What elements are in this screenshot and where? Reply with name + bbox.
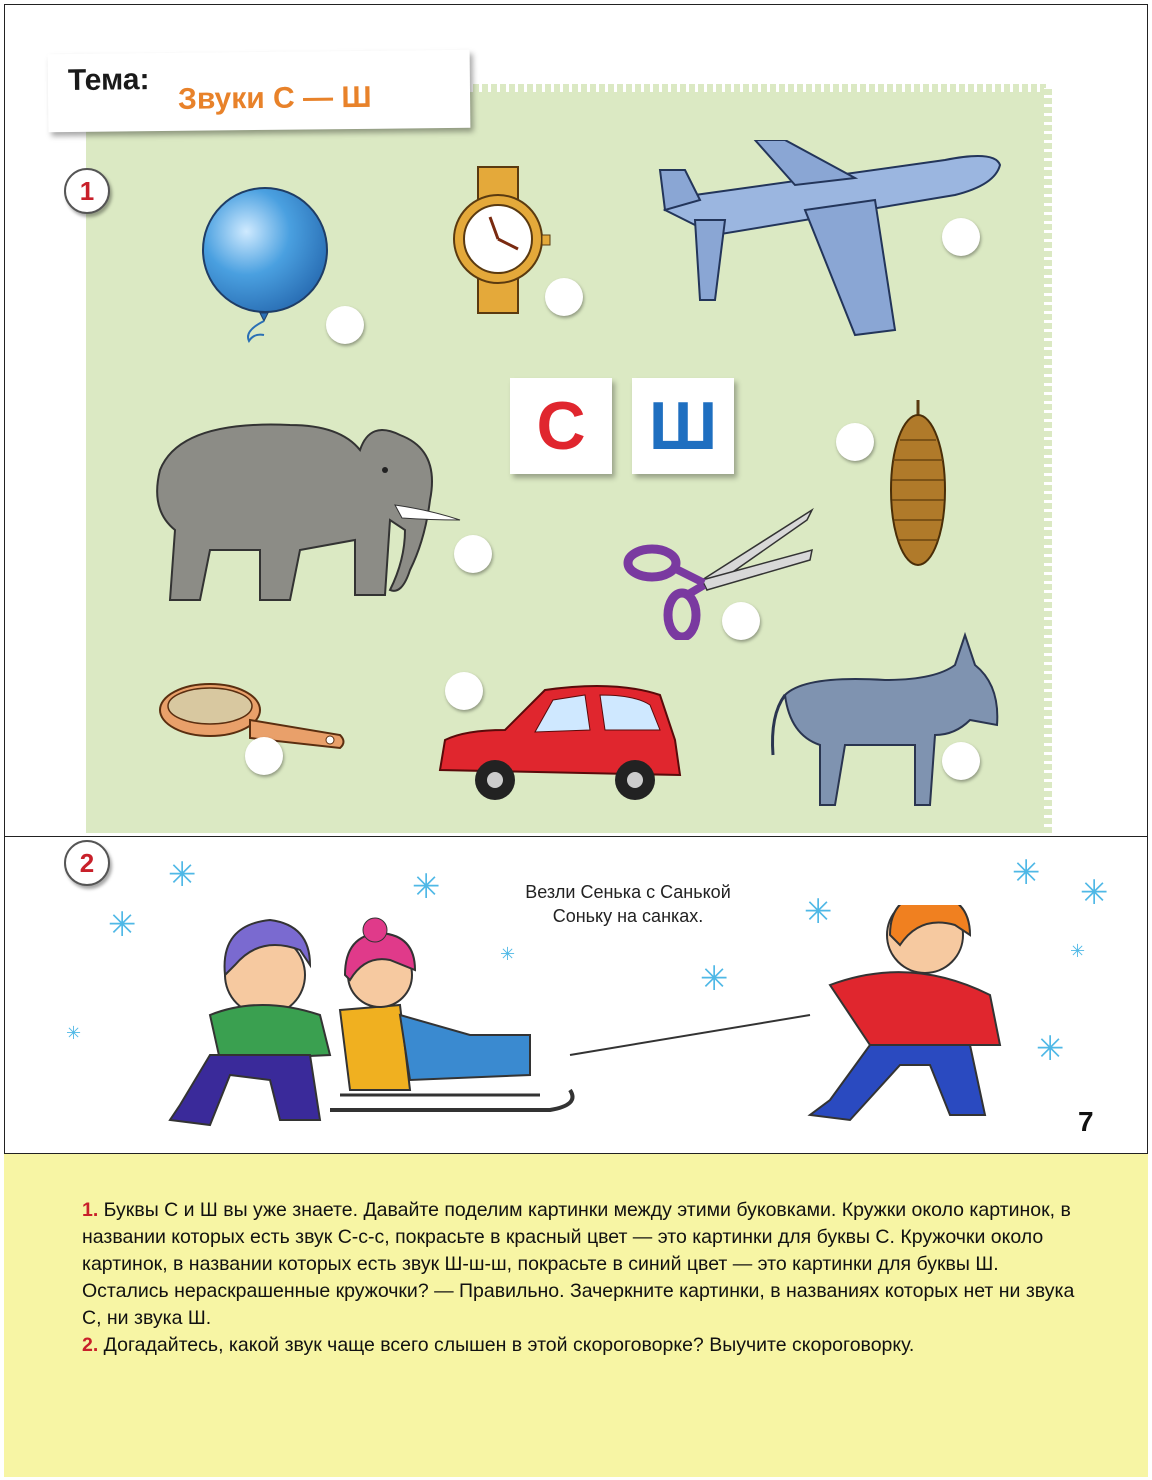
tongue-twister-line2: Соньку на санках. — [552, 906, 704, 926]
snowflake-icon: ✳ — [412, 868, 441, 906]
letter-sh: Ш — [648, 388, 718, 464]
instruction1-text: Буквы С и Ш вы уже знаете. Давайте поделим картинки между этими буковками. Кружки около картинок, в названии которых есть звук С-с-с, покрасьте в красный цвет — это картинки для буквы С. Кружочки около картинок, в названии которых есть звук Ш-ш-ш, покрасьте в синий цвет — это картинки для буквы Ш. Остались нераскрашенные кружочки? — Правильно. Зачеркните картинки, в названиях которых нет ни звука С, ни звука Ш. — [82, 1199, 1075, 1329]
answer-circle-balloon[interactable] — [326, 306, 364, 344]
answer-circle-watch[interactable] — [545, 278, 583, 316]
snowflake-icon: ✳ — [1036, 1030, 1065, 1068]
instruction2-number: 2. — [82, 1334, 99, 1356]
snowflake-icon: ✳ — [1070, 941, 1086, 961]
snowflake-icon: ✳ — [108, 906, 137, 944]
snowflake-icon: ✳ — [804, 893, 833, 931]
snowflake-icon: ✳ — [1080, 874, 1109, 912]
answer-circle-airplane[interactable] — [942, 218, 980, 256]
task2-number: 2 — [64, 840, 110, 886]
answer-circle-hairbrush[interactable] — [245, 737, 283, 775]
letter-s: С — [536, 388, 586, 464]
snowflake-icon: ✳ — [168, 856, 197, 894]
letter-card-s — [510, 378, 612, 474]
letter-card-sh — [632, 378, 734, 474]
donkey-icon — [765, 625, 1005, 810]
instructions-text — [82, 1197, 1082, 1359]
task1-number: 1 — [64, 168, 110, 214]
instruction1-number: 1. — [82, 1199, 99, 1221]
snowflake-icon: ✳ — [1012, 854, 1041, 892]
children-with-sled-icon — [110, 905, 1030, 1145]
snowflake-icon: ✳ — [66, 1023, 82, 1043]
topic-card — [48, 50, 471, 132]
instruction2-text: Догадайтесь, какой звук чаще всего слышен в этой скороговорке? Выучите скороговорку. — [98, 1334, 915, 1356]
answer-circle-scissors[interactable] — [722, 602, 760, 640]
section-divider — [4, 836, 1148, 837]
topic-title: Звуки С — Ш — [177, 80, 372, 116]
topic-label: Тема: — [67, 63, 150, 97]
answer-circle-car[interactable] — [445, 672, 483, 710]
pine-cone-icon — [888, 400, 948, 570]
snowflake-icon: ✳ — [500, 944, 516, 964]
tongue-twister-line1: Везли Сенька с Санькой — [525, 882, 731, 902]
snowflake-icon: ✳ — [700, 960, 729, 998]
torn-edge-right — [1044, 88, 1052, 833]
wristwatch-icon — [448, 165, 558, 315]
page-number: 7 — [1078, 1106, 1094, 1137]
answer-circle-elephant[interactable] — [454, 535, 492, 573]
elephant-icon — [140, 410, 470, 610]
answer-circle-donkey[interactable] — [942, 742, 980, 780]
scissors-icon — [622, 505, 817, 640]
answer-circle-pine-cone[interactable] — [836, 423, 874, 461]
